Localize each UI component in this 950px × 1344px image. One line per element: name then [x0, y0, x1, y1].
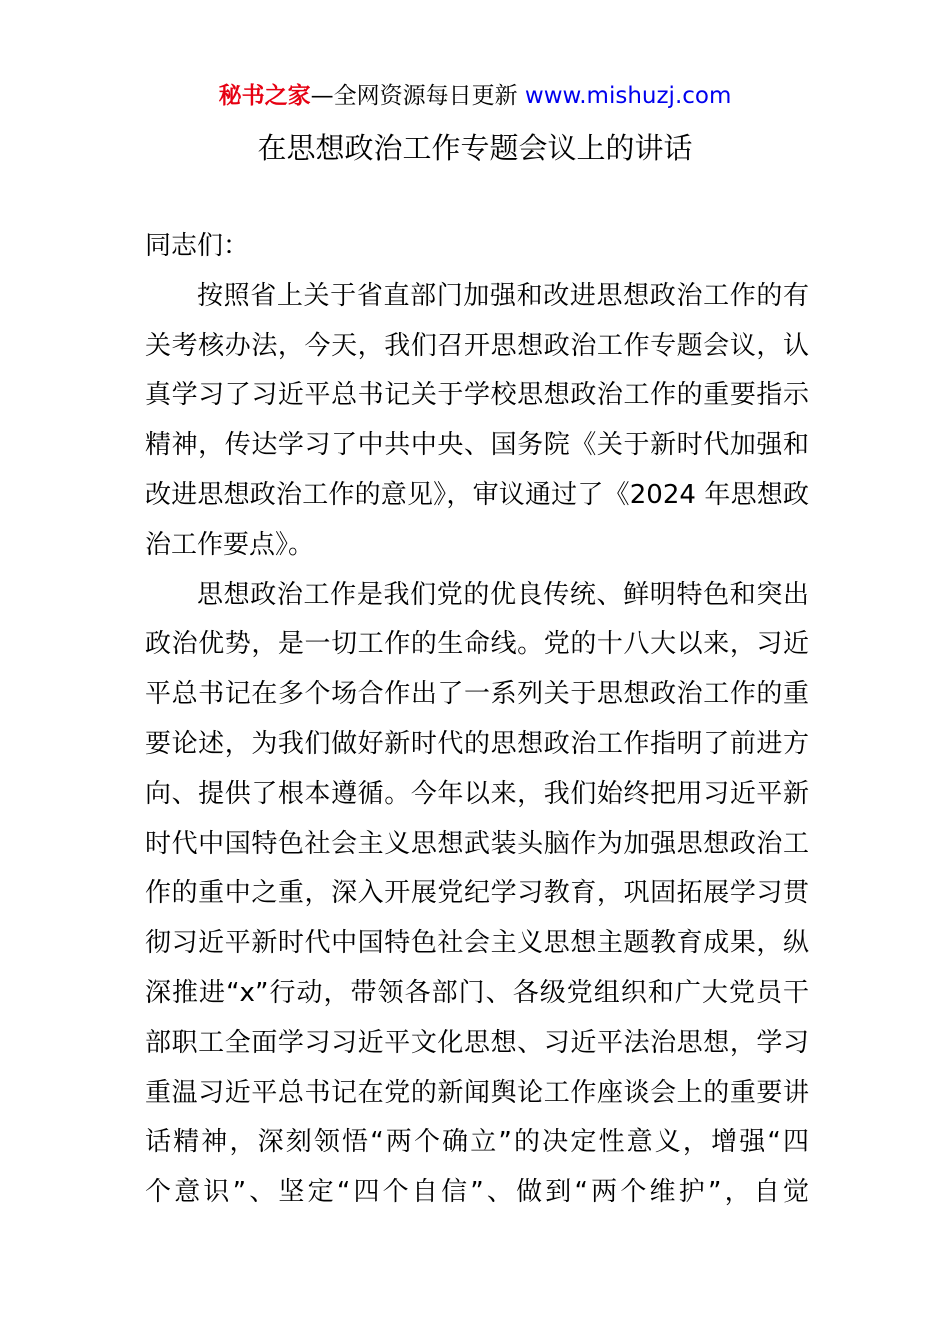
- paragraph-line: 彻习近平新时代中国特色社会主义思想主题教育成果，纵: [145, 928, 809, 959]
- paragraph-line: 向、提供了根本遵循。今年以来，我们始终把用习近平新: [145, 778, 809, 809]
- header-tagline: —全网资源每日更新: [310, 83, 525, 109]
- site-url-link[interactable]: www.mishuzj.com: [524, 83, 732, 109]
- paragraph-line: 重温习近平总书记在党的新闻舆论工作座谈会上的重要讲: [145, 1077, 809, 1108]
- paragraph-line: 时代中国特色社会主义思想武装头脑作为加强思想政治工: [145, 828, 809, 859]
- paragraph-line: 作的重中之重，深入开展党纪学习教育，巩固拓展学习贯: [145, 878, 809, 909]
- paragraph-line: 精神，传达学习了中共中央、国务院《关于新时代加强和: [145, 430, 809, 461]
- paragraph-line: 平总书记在多个场合作出了一系列关于思想政治工作的重: [145, 679, 809, 710]
- paragraph-line: 要论述，为我们做好新时代的思想政治工作指明了前进方: [145, 728, 809, 759]
- paragraph-line: 部职工全面学习习近平文化思想、习近平法治思想，学习: [145, 1027, 809, 1058]
- paragraph-line: 按照省上关于省直部门加强和改进思想政治工作的有: [197, 280, 809, 311]
- paragraph-line: 关考核办法，今天，我们召开思想政治工作专题会议，认: [145, 330, 809, 361]
- document-title: 在思想政治工作专题会议上的讲话: [257, 131, 693, 165]
- document-body: [145, 222, 809, 1218]
- paragraph-line: 治工作要点》。: [145, 529, 315, 560]
- paragraph-line: 个意识”、坚定“四个自信”、做到“两个维护”，自觉: [145, 1177, 809, 1208]
- salutation: 同志们：: [145, 231, 250, 261]
- paragraph-line: 话精神，深刻领悟“两个确立”的决定性意义，增强“四: [145, 1127, 809, 1158]
- brand-name: 秘书之家: [218, 83, 311, 109]
- site-header: [0, 80, 950, 112]
- paragraph-line: 真学习了习近平总书记关于学校思想政治工作的重要指示: [145, 380, 809, 411]
- paragraph-line: 深推进“x”行动，带领各部门、各级党组织和广大党员干: [145, 977, 809, 1008]
- paragraph-line: 改进思想政治工作的意见》，审议通过了《2024 年思想政: [145, 479, 809, 510]
- paragraph-line: 思想政治工作是我们党的优良传统、鲜明特色和突出: [197, 579, 809, 610]
- paragraph-line: 政治优势，是一切工作的生命线。党的十八大以来，习近: [145, 629, 809, 660]
